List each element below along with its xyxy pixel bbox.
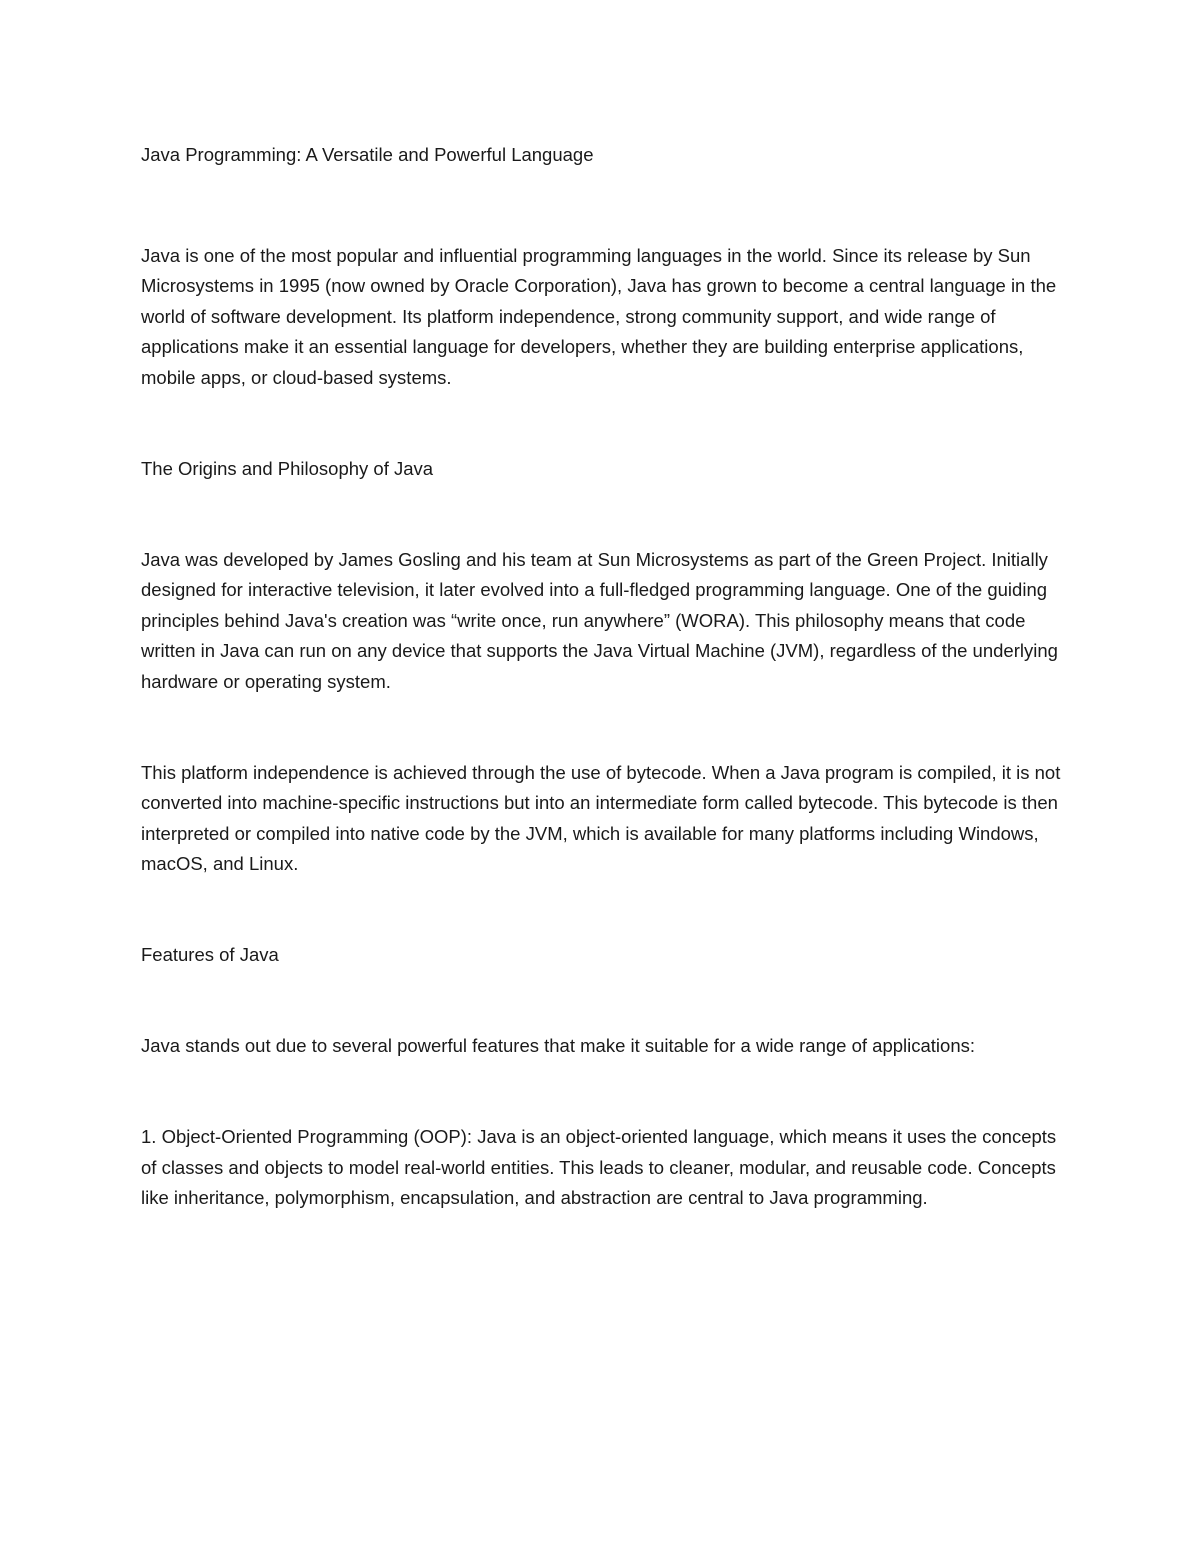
- features-intro-paragraph: Java stands out due to several powerful features that make it suitable for a wide range of applications:: [141, 1035, 976, 1056]
- intro-paragraph: Java is one of the most popular and influential programming languages in the world. Since its release by Sun Microsystems in 1995 (now owned by Oracle Corporation), Java has grown to become a central language in the world of software development. Its platform independence, strong community support, and wide range of applications make it an essential language for developers, whether they are building enterprise applications, mobile apps, or cloud-based systems.: [141, 244, 1057, 388]
- feature-item-oop: 1. Object-Oriented Programming (OOP): Java is an object-oriented language, which means it uses the concepts of classes and objects to model real-world entities. This leads to cleaner, modular, and reusable code. Concepts like inheritance, polymorphism, encapsulation, and abstraction are central to Java programming.: [141, 1126, 1057, 1208]
- origins-paragraph-2: This platform independence is achieved through the use of bytecode. When a Java program is compiled, it is not converted into machine-specific instructions but into an intermediate form called bytecode. This bytecode is then interpreted or compiled into native code by the JVM, which is available for many platforms including Windows, macOS, and Linux.: [141, 761, 1061, 874]
- section-heading-origins: The Origins and Philosophy of Java: [141, 457, 434, 479]
- document-body: [141, 140, 1071, 1214]
- document-title: Java Programming: A Versatile and Powerful Language: [141, 144, 594, 165]
- origins-paragraph-1: Java was developed by James Gosling and his team at Sun Microsystems as part of the Green Project. Initially designed for interactive television, it later evolved into a full-fledged programming language. One of the guiding principles behind Java's creation was “write once, run anywhere” (WORA). This philosophy means that code written in Java can run on any device that supports the Java Virtual Machine (JVM), regardless of the underlying hardware or operating system.: [141, 548, 1058, 692]
- section-heading-features: Features of Java: [141, 944, 279, 965]
